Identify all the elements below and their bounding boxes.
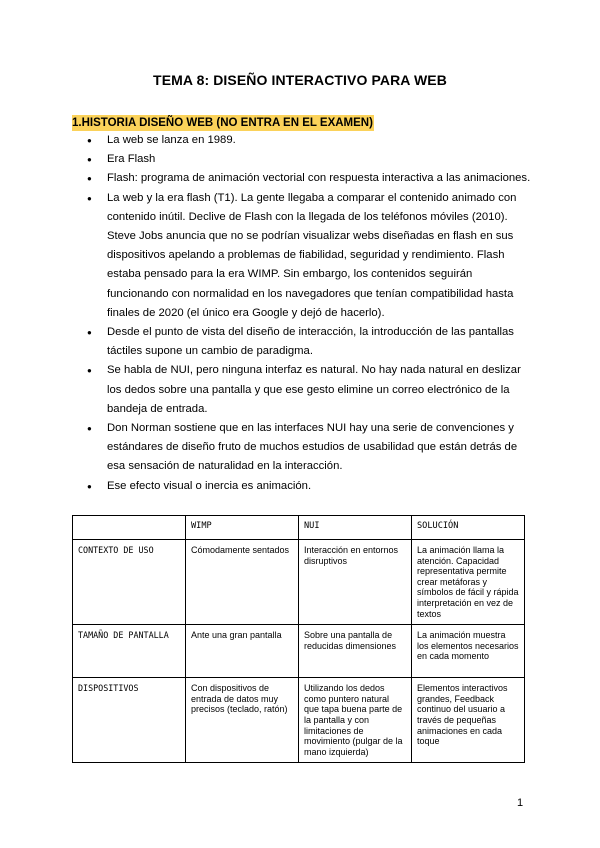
table-cell: Ante una gran pantalla xyxy=(186,625,299,678)
table-row xyxy=(73,540,525,625)
list-item: ● La web se lanza en 1989. xyxy=(72,131,532,150)
table-row xyxy=(73,625,525,678)
list-item: ● Ese efecto visual o inercia es animación. xyxy=(72,477,532,496)
row-label: DISPOSITIVOS xyxy=(73,678,186,763)
list-item: ● Desde el punto de vista del diseño de interacción, la introducción de las pantallas táctiles supone un cambio de paradigma. xyxy=(72,323,532,361)
table-cell: Interacción en entornos disruptivos xyxy=(299,540,412,625)
table-cell: Con dispositivos de entrada de datos muy precisos (teclado, ratón) xyxy=(186,678,299,763)
table-header-cell: SOLUCIÓN xyxy=(412,516,525,540)
comparison-table xyxy=(72,515,525,763)
table-header-cell: NUI xyxy=(299,516,412,540)
table-cell: La animación llama la atención. Capacidad representativa permite crear metáforas y símbolos de fácil y rápida interpretación en vez de textos xyxy=(412,540,525,625)
list-item: ● Flash: programa de animación vectorial con respuesta interactiva a las animaciones. xyxy=(72,169,532,188)
page-number: 1 xyxy=(517,797,524,809)
table-header-cell xyxy=(73,516,186,540)
table-cell: Elementos interactivos grandes, Feedback continuo del usuario a través de pequeñas animaciones en cada toque xyxy=(412,678,525,763)
table-cell: Cómodamente sentados xyxy=(186,540,299,625)
row-label: CONTEXTO DE USO xyxy=(73,540,186,625)
section-heading: 1.HISTORIA DISEÑO WEB (NO ENTRA EN EL EXAMEN) xyxy=(72,117,373,129)
table-header-cell: WIMP xyxy=(186,516,299,540)
table-header-row xyxy=(73,516,525,540)
row-label: TAMAÑO DE PANTALLA xyxy=(73,625,186,678)
list-item: ● Don Norman sostiene que en las interfaces NUI hay una serie de convenciones y estándares de diseño fruto de muchos estudios de usabilidad que están detrás de esa sensación de naturalidad en la interacción. xyxy=(72,419,532,477)
page-title: TEMA 8: DISEÑO INTERACTIVO PARA WEB xyxy=(153,72,447,88)
list-item: ● Era Flash xyxy=(72,150,532,169)
list-item: ● La web y la era flash (T1). La gente llegaba a comparar el contenido animado con contenido inútil. Declive de Flash con la llegada de los teléfonos móviles (2010). Steve Jobs anuncia que no se podrían visualizar webs diseñadas en flash en sus dispositivos apelando a problemas de fiabilidad, seguridad y rendimiento. Flash estaba pensado para la era WIMP. Sin embargo, los contenidos seguirán funcionando con normalidad en los navegadores que tenían compatibilidad hasta finales de 2020 (el único era Google y dejó de hacerlo). xyxy=(72,189,532,323)
table-cell: Sobre una pantalla de reducidas dimensiones xyxy=(299,625,412,678)
bullet-list xyxy=(72,131,532,496)
table-row xyxy=(73,678,525,763)
table-cell: La animación muestra los elementos necesarios en cada momento xyxy=(412,625,525,678)
list-item: ● Se habla de NUI, pero ninguna interfaz es natural. No hay nada natural en deslizar los dedos sobre una pantalla y que ese gesto elimine un correo electrónico de la bandeja de entrada. xyxy=(72,361,532,419)
table-cell: Utilizando los dedos como puntero natural que tapa buena parte de la pantalla y con limitaciones de movimiento (pulgar de la mano izquierda) xyxy=(299,678,412,763)
